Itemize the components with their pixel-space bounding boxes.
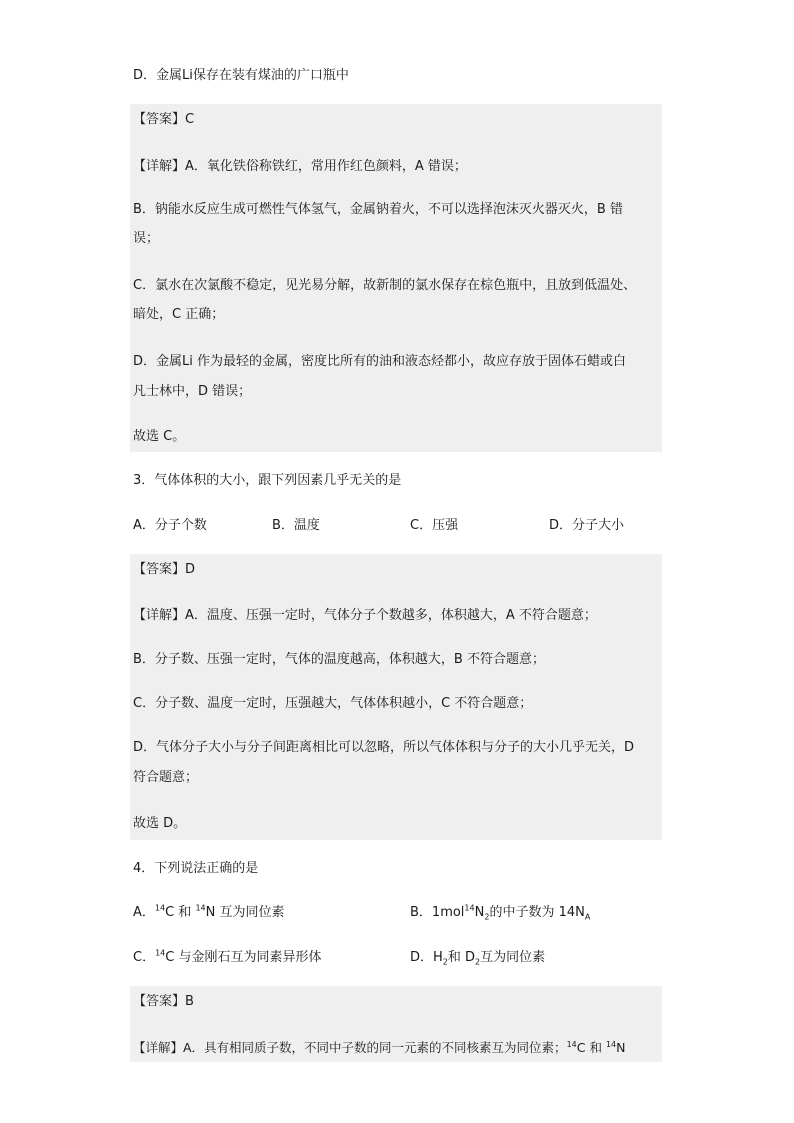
q2-option-d: D．金属Li保存在装有煤油的广口瓶中 — [133, 68, 349, 83]
q4-option-b: B．$1mol^{14}N_2$的中子数为 $14N_A$ — [410, 903, 591, 922]
q3-stem: 3．气体体积的大小，跟下列因素几乎无关的是 — [133, 473, 402, 488]
q3-option-d: D．分子大小 — [549, 518, 625, 533]
q3-detail-line: 故选 D。 — [133, 816, 187, 831]
q2-detail-line: 故选 C。 — [133, 429, 186, 444]
q2-detail-line: B．钠能水反应生成可燃性气体氢气，金属钠着火，不可以选择泡沫灭火器灭火，B 错 — [133, 202, 623, 217]
q4-option-c: C．$^{14}$C 与金刚石互为同素异形体 — [133, 948, 322, 965]
q4-option-a: A．$^{14}$C 和 $^{14}$N 互为同位素 — [133, 903, 285, 920]
q3-detail-line: D．气体分子大小与分子间距离相比可以忽略，所以气体体积与分子的大小几乎无关，D — [133, 740, 635, 755]
q3-option-c: C．压强 — [410, 518, 459, 533]
q3-answer: 【答案】D — [133, 562, 196, 577]
q2-detail-line: C．氯水在次氯酸不稳定，见光易分解，故新制的氯水保存在棕色瓶中，且放到低温处、 — [133, 278, 637, 293]
q3-detail-line: 【详解】A．温度、压强一定时，气体分子个数越多，体积越大，A 不符合题意； — [133, 608, 597, 623]
q3-option-a: A．分子个数 — [133, 518, 207, 533]
q4-option-d: D．$H_2$和 $D_2$互为同位素 — [410, 950, 546, 967]
q2-detail-line: 【详解】A．氧化铁俗称铁红，常用作红色颜料，A 错误； — [133, 159, 467, 174]
q3-option-b: B．温度 — [272, 518, 320, 533]
q4-stem: 4．下列说法正确的是 — [133, 861, 259, 876]
q2-detail-line: 暗处，C 正确； — [133, 307, 225, 322]
q3-detail-line: 符合题意； — [133, 770, 199, 785]
q2-detail-line: 凡士林中，D 错误； — [133, 384, 252, 399]
q3-detail-line: B．分子数、压强一定时，气体的温度越高，体积越大，B 不符合题意； — [133, 652, 545, 667]
q4-detail-line: 【详解】A．具有相同质子数，不同中子数的同一元素的不同核素互为同位素；$^{14}$C 和 $^{14}$N — [133, 1039, 626, 1055]
q3-detail-line: C．分子数、温度一定时，压强越大，气体体积越小，C 不符合题意； — [133, 696, 533, 711]
q2-detail-line: 误； — [133, 231, 160, 246]
q2-answer: 【答案】C — [133, 112, 195, 127]
q4-answer: 【答案】B — [133, 994, 194, 1009]
q2-detail-line: D．金属Li 作为最轻的金属，密度比所有的油和液态烃都小，故应存放于固体石蜡或白 — [133, 354, 626, 369]
